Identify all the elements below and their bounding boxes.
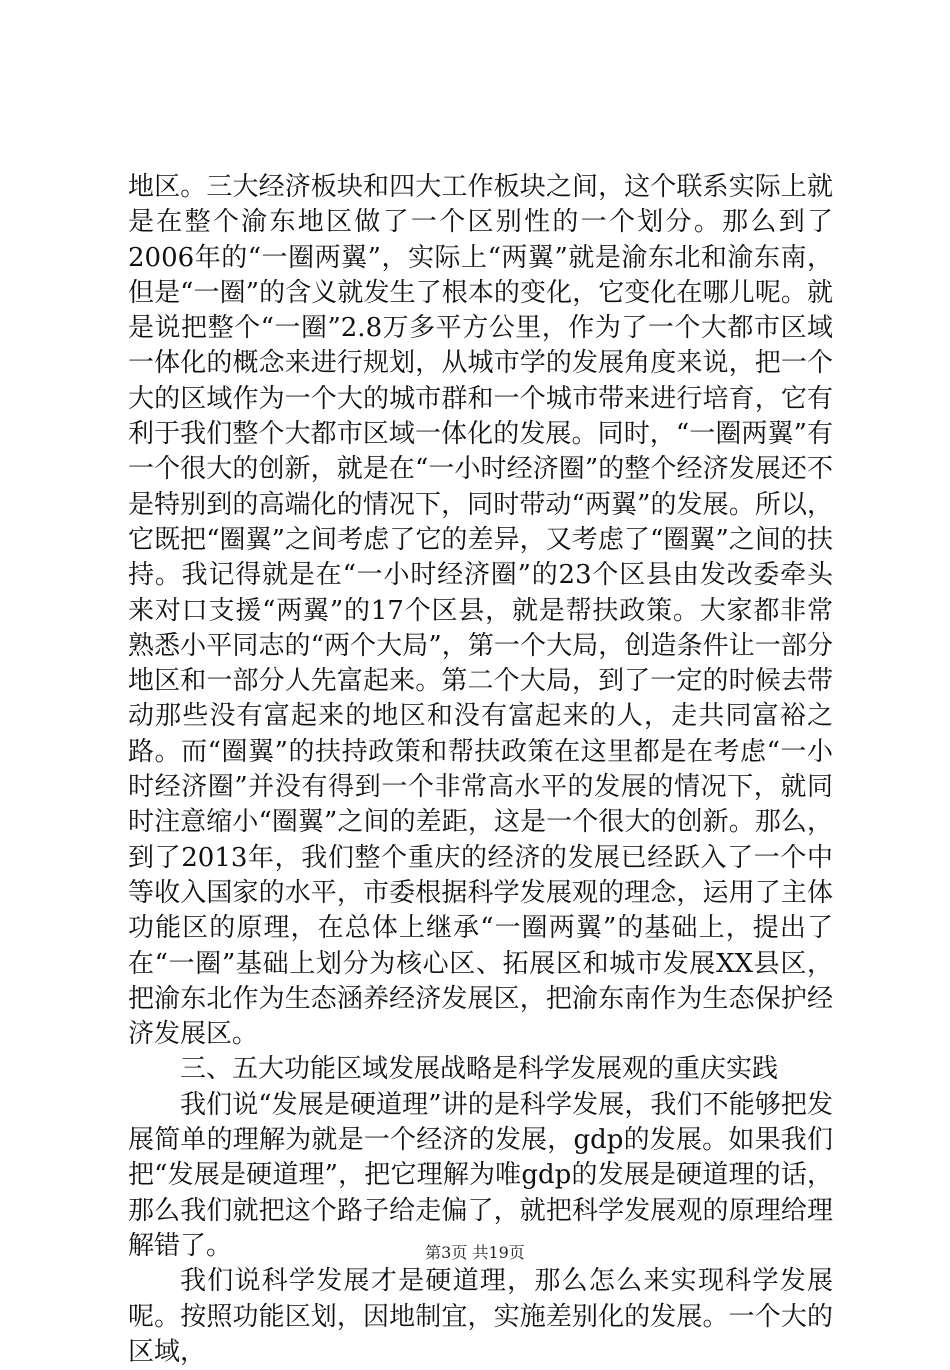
body-paragraph: 地区。三大经济板块和四大工作板块之间，这个联系实际上就是在整个渝东地区做了一个区别性的一个划分。那么到了2006年的“一圈两翼”，实际上“两翼”就是渝东北和渝东南，但是“一圈”的含义就发生了根本的变化，它变化在哪儿呢。就是说把整个“一圈”2.8万多平方公里，作为了一个大都市区域一体化的概念来进行规划，从城市学的发展角度来说，把一个大的区域作为一个大的城市群和一个城市带来进行培育，它有利于我们整个大都市区域一体化的发展。同时，“一圈两翼”有一个很大的创新，就是在“一小时经济圈”的整个经济发展还不是特别到的高端化的情况下，同时带动“两翼”的发展。所以，它既把“圈翼”之间考虑了它的差异，又考虑了“圈翼”之间的扶持。我记得就是在“一小时经济圈”的23个区县由发改委牵头来对口支援“两翼”的17个区县，就是帮扶政策。大家都非常熟悉小平同志的“两个大局”，第一个大局，创造条件让一部分地区和一部分人先富起来。第二个大局，到了一定的时候去带动那些没有富起来的地区和没有富起来的人，走共同富裕之路。而“圈翼”的扶持政策和帮扶政策在这里都是在考虑“一小时经济圈”并没有得到一个非常高水平的发展的情况下，就同时注意缩小“圈翼”之间的差距，这是一个很大的创新。那么，到了2013年，我们整个重庆的经济的发展已经跃入了一个中等收入国家的水平，市委根据科学发展观的理念，运用了主体功能区的原理，在总体上继承“一圈两翼”的基础上，提出了在“一圈”基础上划分为核心区、拓展区和城市发展XX县区，把渝东北作为生态涵养经济发展区，把渝东南作为生态保护经济发展区。 bbox=[128, 172, 833, 1050]
document-body bbox=[128, 170, 833, 1370]
body-paragraph: 我们说“发展是硬道理”讲的是科学发展，我们不能够把发展简单的理解为就是一个经济的发展，gdp的发展。如果我们把“发展是硬道理”，把它理解为唯gdp的发展是硬道理的话，那么我们就把这个路子给走偏了，就把科学发展观的原理给理解错了。 bbox=[128, 1089, 833, 1261]
body-paragraph: 我们说科学发展才是硬道理，那么怎么来实现科学发展呢。按照功能区划，因地制宜，实施差别化的发展。一个大的区域， bbox=[128, 1266, 833, 1367]
page-number-footer: 第3页 共19页 bbox=[425, 1243, 525, 1262]
section-heading: 三、五大功能区域发展战略是科学发展观的重庆实践 bbox=[180, 1054, 779, 1085]
